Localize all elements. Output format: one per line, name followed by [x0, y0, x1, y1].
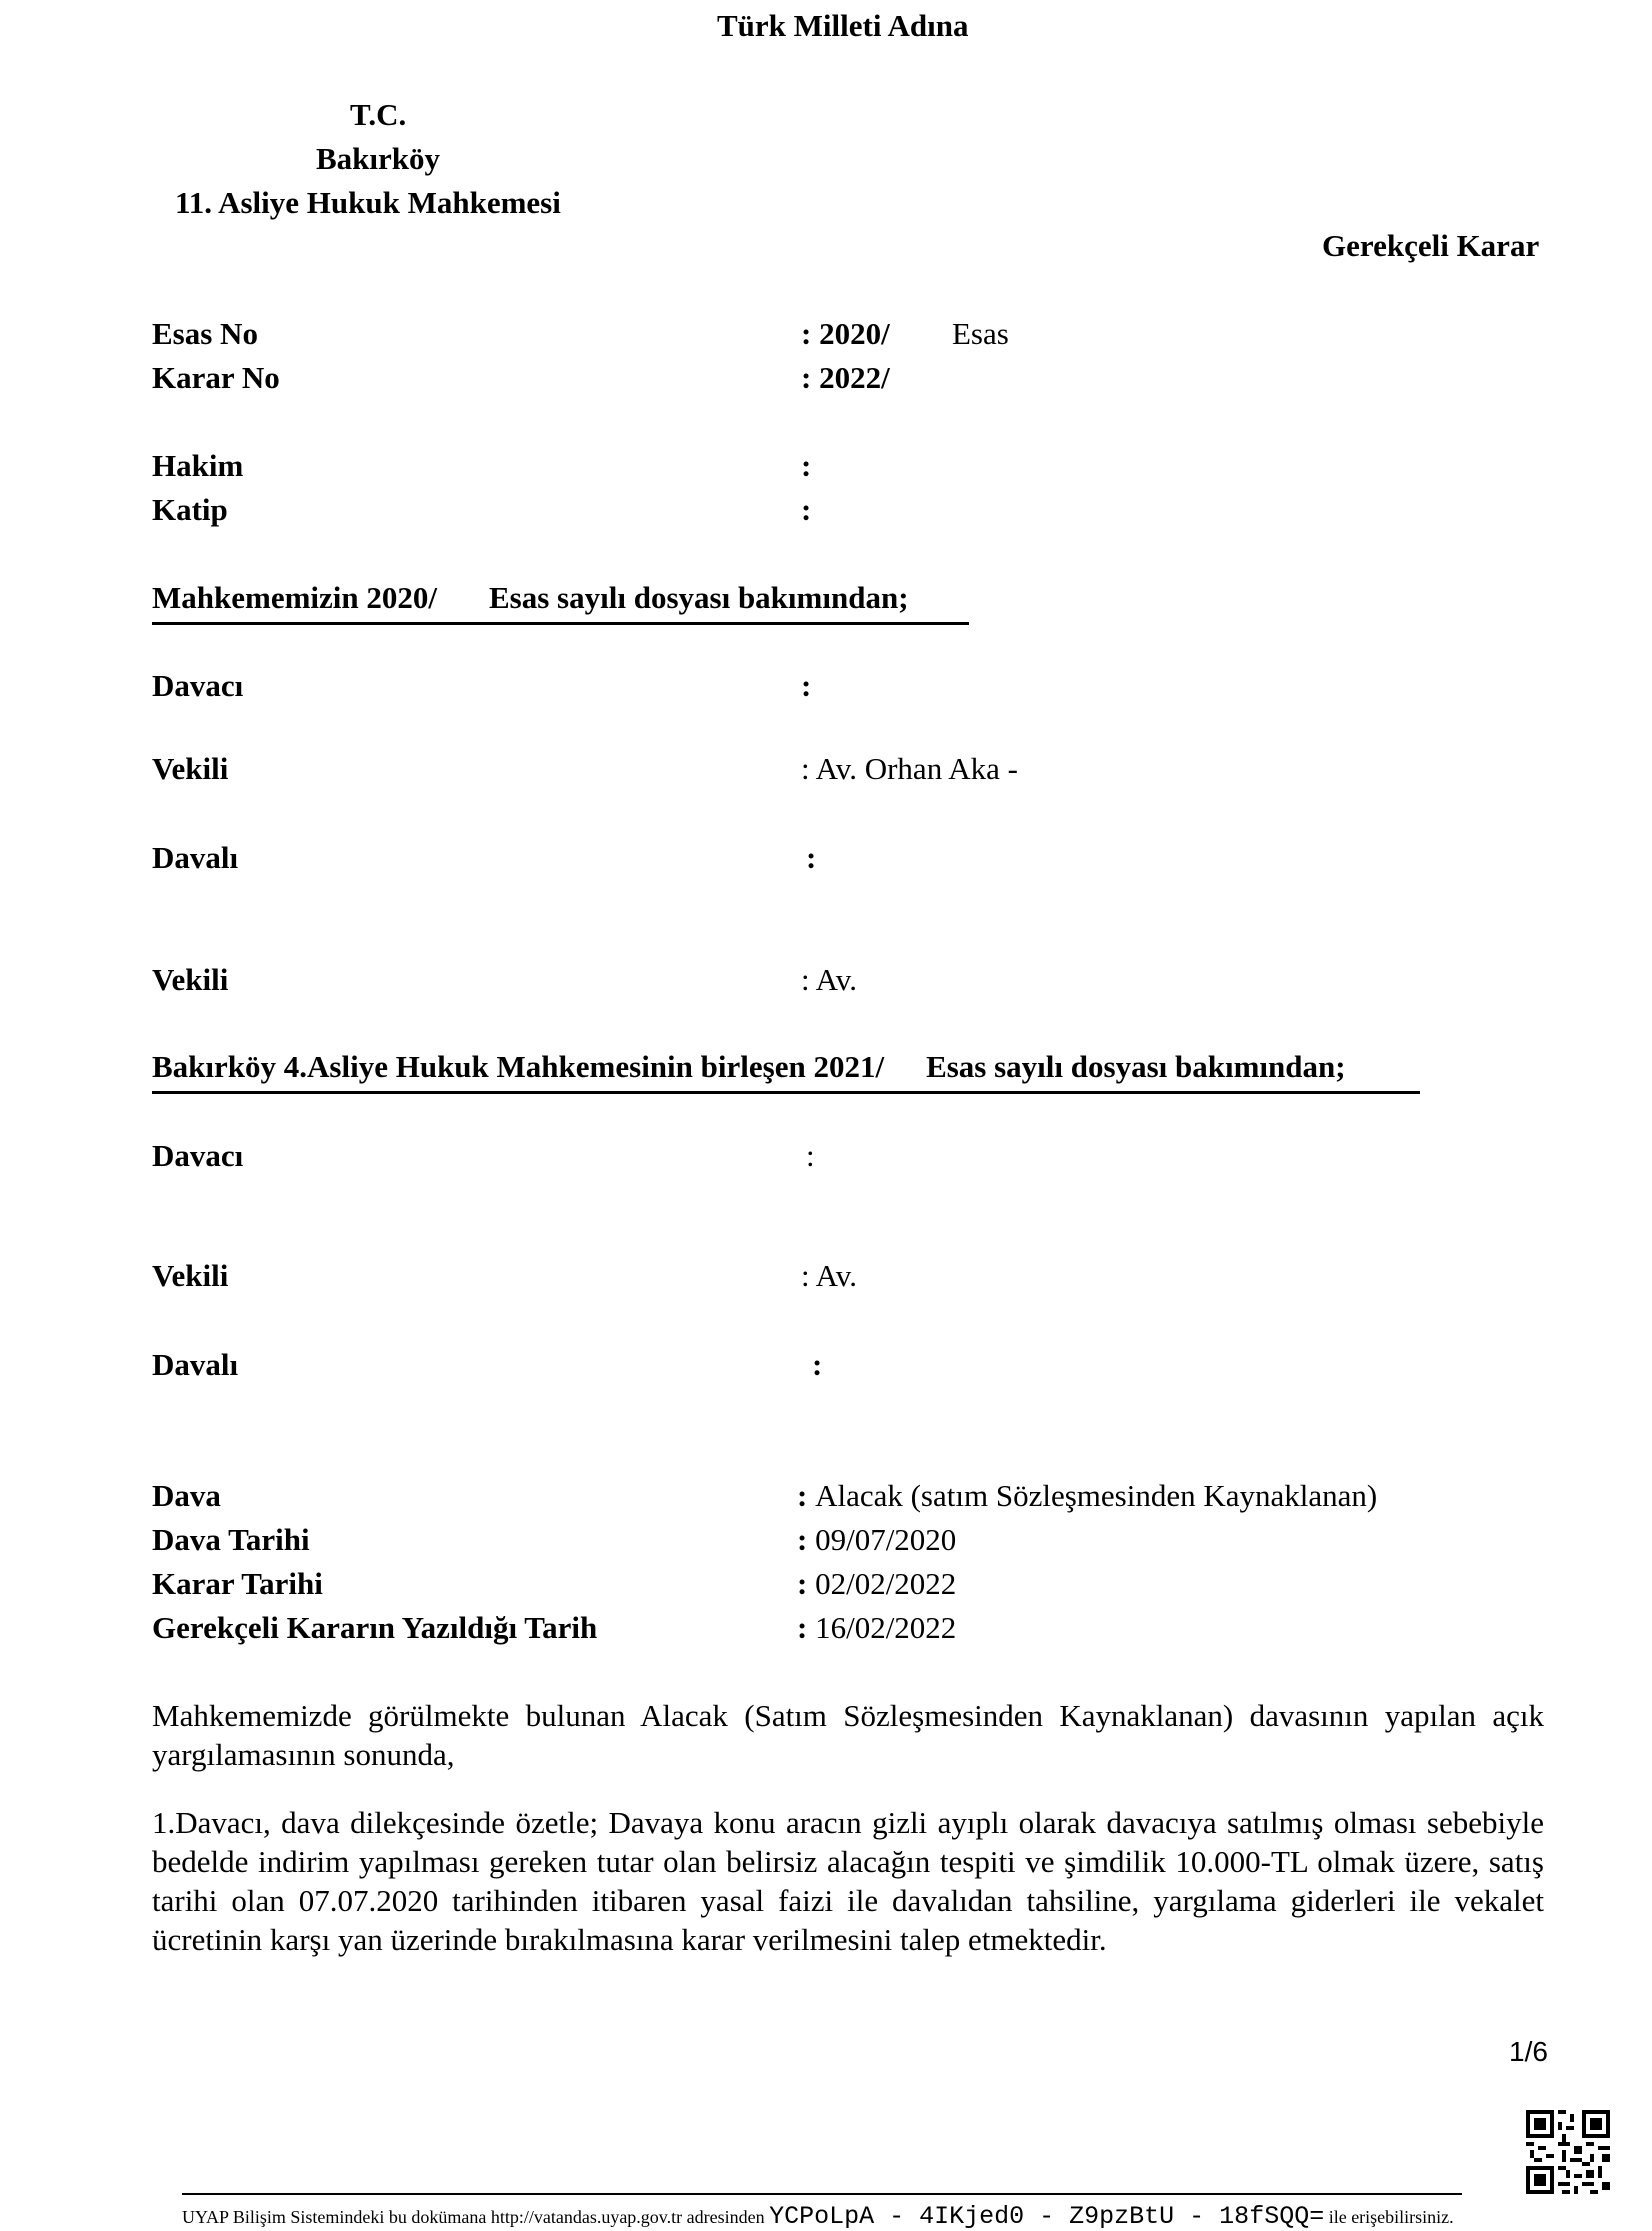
- defendant-attorney-value: : Av.: [801, 962, 857, 997]
- reasoning-date-label: Gerekçeli Kararın Yazıldığı Tarih: [152, 1610, 598, 1645]
- section2-heading-part-a: Bakırköy 4.Asliye Hukuk Mahkemesinin birleşen 2021/: [152, 1049, 885, 1084]
- section2-heading-part-b: Esas sayılı dosyası bakımından;: [926, 1049, 1346, 1084]
- plaintiff-attorney-label: Vekili: [152, 751, 229, 786]
- section1-heading-part-b: Esas sayılı dosyası bakımından;: [489, 580, 909, 615]
- document-type: Gerekçeli Karar: [1322, 228, 1540, 263]
- section1-heading: [152, 580, 969, 625]
- intro-paragraph: Mahkememizde görülmekte bulunan Alacak (Satım Sözleşmesinden Kaynaklanan) davasının yapılan açık yargılamasının sonunda,: [152, 1698, 1544, 1772]
- decision-date-value: : 02/02/2022: [797, 1566, 957, 1601]
- footer-divider: [182, 2193, 1462, 2195]
- joined-defendant-label: Davalı: [152, 1347, 239, 1382]
- judge-value: :: [801, 448, 812, 483]
- joined-plaintiff-label: Davacı: [152, 1138, 244, 1173]
- decision-date-label: Karar Tarihi: [152, 1566, 323, 1601]
- verification-code: YCPoLpA - 4IKjed0 - Z9pzBtU - 18fSQQ=: [769, 2202, 1325, 2231]
- tc-label: T.C.: [350, 97, 407, 132]
- judge-label: Hakim: [152, 448, 244, 483]
- plaintiff-attorney-value: : Av. Orhan Aka -: [801, 751, 1018, 786]
- footer-text: [182, 2202, 1454, 2231]
- defendant-attorney-label: Vekili: [152, 962, 229, 997]
- qr-code-icon: [1526, 2110, 1610, 2194]
- footer-prefix: UYAP Bilişim Sistemindeki bu dokümana http://vatandas.uyap.gov.tr adresinden: [182, 2207, 765, 2227]
- defendant-value: :: [806, 840, 817, 875]
- claim-paragraph: 1.Davacı, dava dilekçesinde özetle; Davaya konu aracın gizli ayıplı olarak davacıya satılmış olması sebebiyle bedelde indirim yapılması gereken tutar olan belirsiz alacağın tespiti ve şimdilik 10.000-TL olmak üzere, satış tarihi olan 07.07.2020 tarihinden itibaren yasal faizi ile davalıdan tahsiline, yargılama giderleri ile vekalet ücretinin karşı yan üzerinde bırakılmasına karar verilmesini talep etmektedir.: [152, 1805, 1544, 1957]
- page-number: 1/6: [1509, 2036, 1548, 2067]
- section1-heading-part-a: Mahkememizin 2020/: [152, 580, 437, 615]
- case-date-label: Dava Tarihi: [152, 1522, 310, 1557]
- decision-no-label: Karar No: [152, 360, 280, 395]
- footer-suffix: ile erişebilirsiniz.: [1328, 2207, 1454, 2227]
- joined-plaintiff-value: :: [806, 1138, 815, 1173]
- clerk-value: :: [801, 492, 812, 527]
- document-title: Türk Milleti Adına: [717, 8, 969, 43]
- court-name: 11. Asliye Hukuk Mahkemesi: [175, 185, 561, 220]
- city-label: Bakırköy: [316, 141, 441, 176]
- reasoning-date-value: : 16/02/2022: [797, 1610, 957, 1645]
- case-no-value: : 2020/: [801, 316, 890, 351]
- joined-attorney-value: : Av.: [801, 1258, 857, 1293]
- joined-defendant-value: :: [812, 1347, 823, 1382]
- clerk-label: Katip: [152, 492, 228, 527]
- case-date-value: : 09/07/2020: [797, 1522, 957, 1557]
- case-no-extra: Esas: [952, 316, 1009, 351]
- plaintiff-label: Davacı: [152, 668, 244, 703]
- plaintiff-value: :: [801, 668, 812, 703]
- decision-no-value: : 2022/: [801, 360, 890, 395]
- joined-attorney-label: Vekili: [152, 1258, 229, 1293]
- case-type-value: : Alacak (satım Sözleşmesinden Kaynaklanan): [797, 1478, 1378, 1513]
- case-no-label: Esas No: [152, 316, 258, 351]
- case-type-label: Dava: [152, 1478, 221, 1513]
- defendant-label: Davalı: [152, 840, 239, 875]
- section2-heading: [152, 1049, 1420, 1094]
